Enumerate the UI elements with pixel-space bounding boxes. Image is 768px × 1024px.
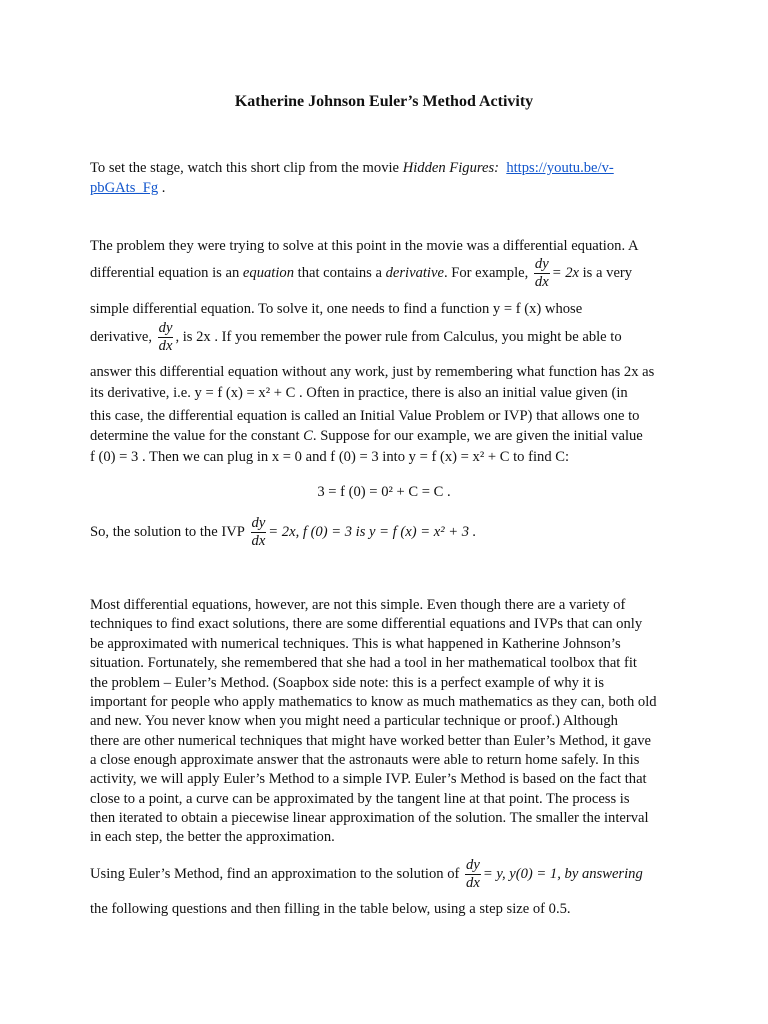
dy-dx-fraction: $\frac{dy}{dx}$	[158, 320, 173, 354]
p2-line: there are other numerical techniques that might have worked better than Euler’s Method, it gave	[90, 733, 651, 749]
centered-equation: 3 = f (0) = 0² + C = C .	[317, 484, 451, 500]
dy-dx-fraction: $\frac{dy}{dx}$	[534, 256, 549, 290]
intro-text: To set the stage, watch this short clip from the movie	[90, 160, 403, 176]
p1-line-1: The problem they were trying to solve at this point in the movie was a differential equation. A	[90, 238, 639, 254]
p2-line: the problem – Euler’s Method. (Soapbox side note: this is a perfect example of why it is	[90, 675, 605, 691]
dy-dx-fraction: $\frac{dy}{dx}$	[251, 515, 266, 549]
p2-line: Most differential equations, however, are not this simple. Even though there are a variety of	[90, 597, 626, 613]
p3-line-2: the following questions and then filling in the table below, using a step size of 0.5.	[90, 901, 571, 917]
p2-line: techniques to find exact solutions, there are some differential equations and IVPs that can only	[90, 616, 643, 632]
page-title: Katherine Johnson Euler’s Method Activity	[234, 93, 534, 110]
p2-line: important for people who apply mathematics to know as much mathematics as they can, both old	[90, 694, 657, 710]
youtube-link[interactable]: https://youtu.be/v-	[506, 160, 614, 176]
p1-line-5: answer this differential equation without any work, just by remembering what function has 2x as	[90, 364, 655, 380]
p1-line-8: determine the value for the constant C. Suppose for our example, we are given the initial value	[90, 428, 643, 444]
intro-line-2: pbGAts_Fg .	[90, 180, 166, 196]
youtube-link-continued[interactable]: pbGAts_Fg	[90, 180, 159, 196]
p1-line-3: simple differential equation. To solve it, one needs to find a function y = f (x) whose	[90, 301, 583, 317]
p2-line: situation. Fortunately, she remembered that she had a tool in her mathematical toolbox that fit	[90, 655, 637, 671]
p2-line: then iterated to obtain a piecewise linear approximation of the solution. The smaller the interval	[90, 810, 649, 826]
p1-line-10: So, the solution to the IVP $\frac{dy}{dx}$ = 2x, f (0) = 3 is y = f (x) = x² + 3 .	[90, 515, 477, 549]
p2-line: and new. You never know when you might need a particular technique or proof.) Although	[90, 713, 618, 729]
p2-line: in each step, the better the approximation.	[90, 829, 335, 845]
p2-line: a close enough approximate answer that the astronauts were able to return home safely. In this	[90, 752, 640, 768]
p1-line-2: differential equation is an equation that contains a derivative. For example, $\frac{dy}{dx}$ = 2x is a very	[90, 256, 633, 290]
p1-line-7: this case, the differential equation is called an Initial Value Problem or IVP) that allows one to	[90, 408, 640, 424]
p2-line: close to a point, a curve can be approximated by the tangent line at that point. The process is	[90, 791, 630, 807]
intro-line-1	[90, 160, 614, 177]
dy-dx-fraction: $\frac{dy}{dx}$	[466, 857, 480, 891]
p1-line-4: derivative, $\frac{dy}{dx}$ , is 2x . If you remember the power rule from Calculus, you might be able to	[90, 320, 622, 354]
p2-line: be approximated with numerical techniques. This is what happened in Katherine Johnson’s	[90, 636, 621, 652]
p1-line-6: its derivative, i.e. y = f (x) = x² + C . Often in practice, there is also an initial value given (in	[90, 385, 628, 401]
p1-line-9: f (0) = 3 . Then we can plug in x = 0 and f (0) = 3 into y = f (x) = x² + C to find C:	[90, 449, 570, 465]
movie-title: Hidden Figures:	[402, 160, 500, 176]
p2-line: activity, we will apply Euler’s Method to a simple IVP. Euler’s Method is based on the fact that	[90, 771, 647, 787]
p3-line-1: Using Euler’s Method, find an approximation to the solution of $\frac{dy}{dx}$ = y, y(0) = 1, by answering	[90, 857, 643, 891]
